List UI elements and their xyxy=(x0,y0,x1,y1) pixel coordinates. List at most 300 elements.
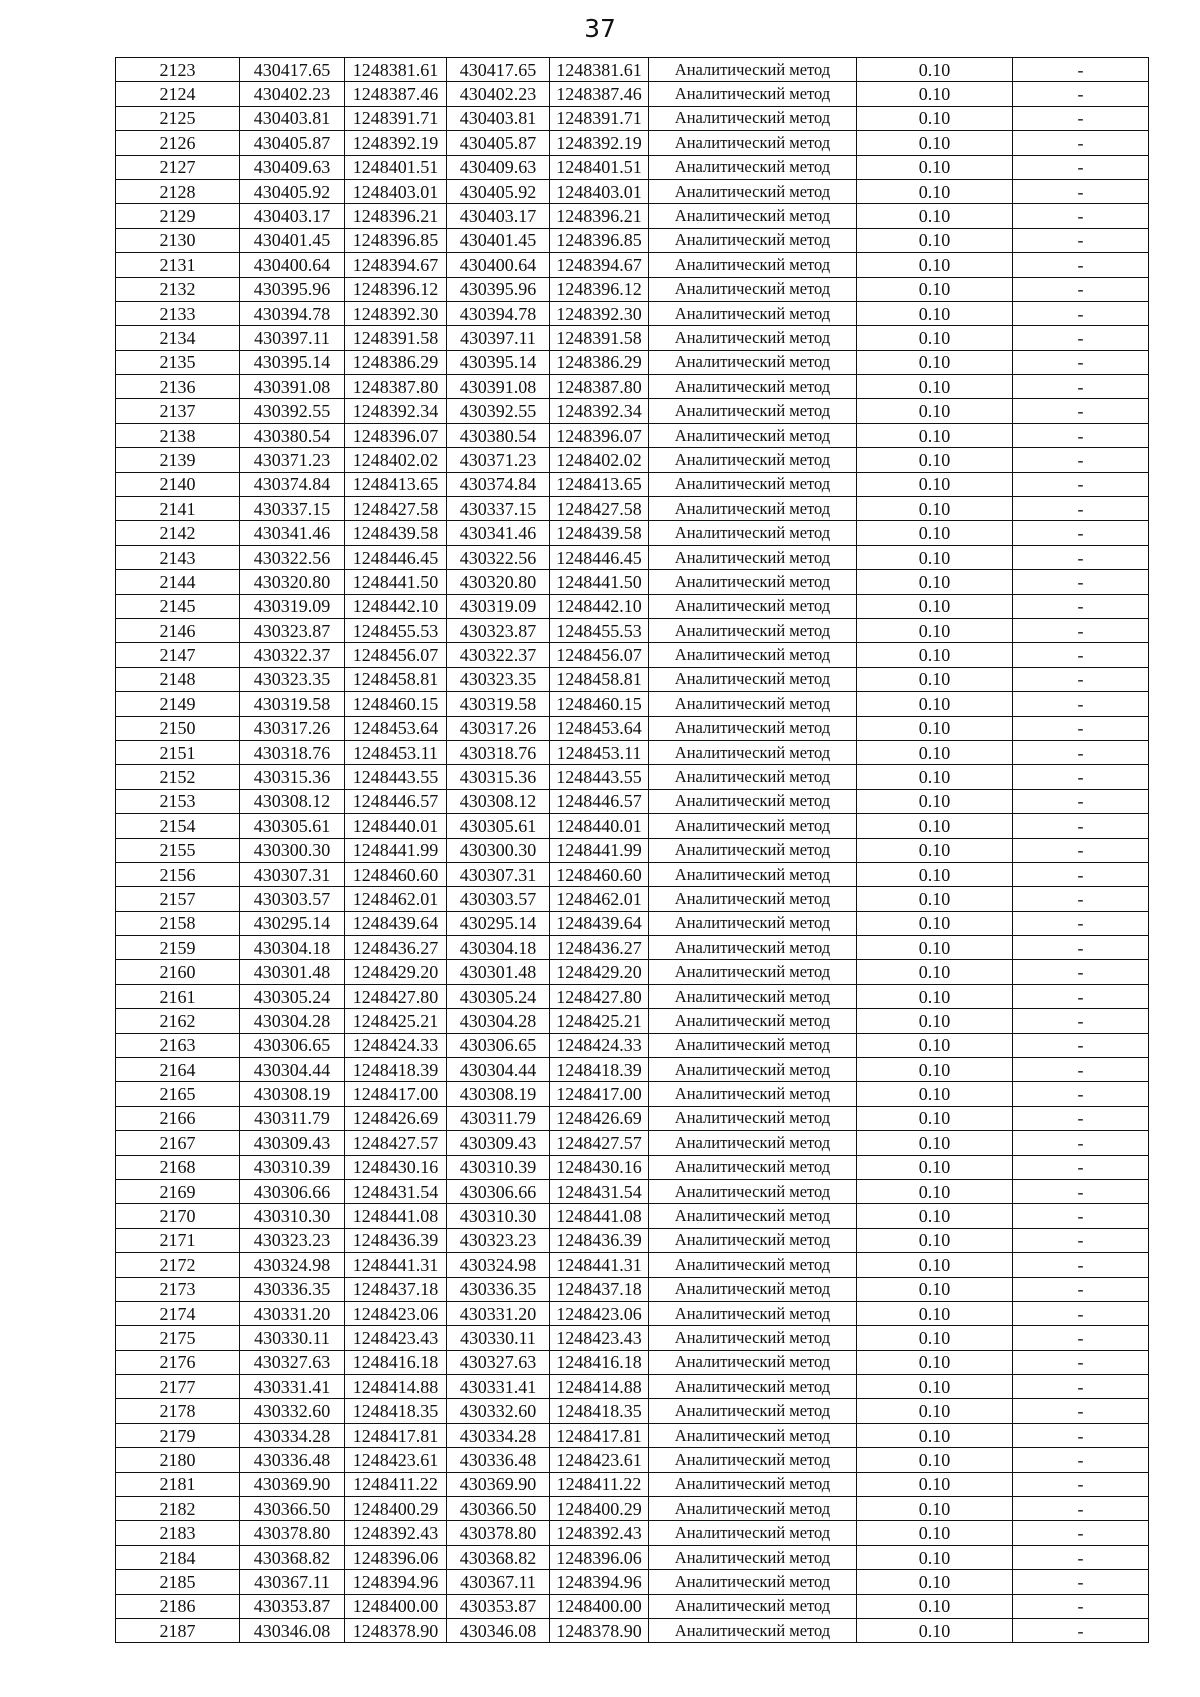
table-row xyxy=(116,960,1149,984)
x-coord-new-cell: 430323.23 xyxy=(447,1228,550,1252)
note-cell: - xyxy=(1013,1594,1149,1618)
x-coord-cell: 430346.08 xyxy=(240,1619,345,1643)
y-coord-cell: 1248427.80 xyxy=(345,984,447,1008)
precision-cell: 0.10 xyxy=(857,692,1013,716)
note-cell: - xyxy=(1013,1472,1149,1496)
x-coord-new-cell: 430403.17 xyxy=(447,204,550,228)
y-coord-new-cell: 1248417.81 xyxy=(550,1423,649,1447)
x-coord-cell: 430304.44 xyxy=(240,1058,345,1082)
x-coord-new-cell: 430318.76 xyxy=(447,740,550,764)
y-coord-new-cell: 1248423.61 xyxy=(550,1448,649,1472)
table-row xyxy=(116,1301,1149,1325)
method-cell: Аналитический метод xyxy=(649,1106,857,1130)
y-coord-new-cell: 1248426.69 xyxy=(550,1106,649,1130)
method-cell: Аналитический метод xyxy=(649,838,857,862)
method-cell: Аналитический метод xyxy=(649,521,857,545)
method-cell: Аналитический метод xyxy=(649,960,857,984)
precision-cell: 0.10 xyxy=(857,618,1013,642)
x-coord-new-cell: 430337.15 xyxy=(447,497,550,521)
x-coord-new-cell: 430341.46 xyxy=(447,521,550,545)
point-number-cell: 2144 xyxy=(116,570,240,594)
note-cell: - xyxy=(1013,106,1149,130)
y-coord-new-cell: 1248394.96 xyxy=(550,1570,649,1594)
table-row xyxy=(116,521,1149,545)
y-coord-cell: 1248441.99 xyxy=(345,838,447,862)
y-coord-new-cell: 1248387.80 xyxy=(550,375,649,399)
method-cell: Аналитический метод xyxy=(649,887,857,911)
x-coord-new-cell: 430336.35 xyxy=(447,1277,550,1301)
y-coord-cell: 1248426.69 xyxy=(345,1106,447,1130)
note-cell: - xyxy=(1013,277,1149,301)
point-number-cell: 2184 xyxy=(116,1545,240,1569)
point-number-cell: 2134 xyxy=(116,326,240,350)
y-coord-new-cell: 1248462.01 xyxy=(550,887,649,911)
note-cell: - xyxy=(1013,1253,1149,1277)
x-coord-new-cell: 430311.79 xyxy=(447,1106,550,1130)
x-coord-cell: 430324.98 xyxy=(240,1253,345,1277)
note-cell: - xyxy=(1013,58,1149,82)
x-coord-cell: 430397.11 xyxy=(240,326,345,350)
method-cell: Аналитический метод xyxy=(649,228,857,252)
x-coord-new-cell: 430380.54 xyxy=(447,423,550,447)
x-coord-cell: 430303.57 xyxy=(240,887,345,911)
x-coord-new-cell: 430368.82 xyxy=(447,1545,550,1569)
y-coord-new-cell: 1248396.06 xyxy=(550,1545,649,1569)
x-coord-new-cell: 430334.28 xyxy=(447,1423,550,1447)
method-cell: Аналитический метод xyxy=(649,1521,857,1545)
x-coord-cell: 430403.17 xyxy=(240,204,345,228)
y-coord-new-cell: 1248391.58 xyxy=(550,326,649,350)
method-cell: Аналитический метод xyxy=(649,1009,857,1033)
y-coord-new-cell: 1248414.88 xyxy=(550,1375,649,1399)
note-cell: - xyxy=(1013,1423,1149,1447)
x-coord-new-cell: 430304.18 xyxy=(447,936,550,960)
y-coord-new-cell: 1248430.16 xyxy=(550,1155,649,1179)
x-coord-new-cell: 430405.87 xyxy=(447,131,550,155)
method-cell: Аналитический метод xyxy=(649,618,857,642)
method-cell: Аналитический метод xyxy=(649,179,857,203)
method-cell: Аналитический метод xyxy=(649,204,857,228)
y-coord-cell: 1248394.67 xyxy=(345,253,447,277)
precision-cell: 0.10 xyxy=(857,228,1013,252)
y-coord-cell: 1248423.43 xyxy=(345,1326,447,1350)
precision-cell: 0.10 xyxy=(857,1497,1013,1521)
y-coord-cell: 1248401.51 xyxy=(345,155,447,179)
y-coord-cell: 1248462.01 xyxy=(345,887,447,911)
table-row xyxy=(116,131,1149,155)
note-cell: - xyxy=(1013,545,1149,569)
method-cell: Аналитический метод xyxy=(649,448,857,472)
x-coord-cell: 430322.37 xyxy=(240,643,345,667)
x-coord-new-cell: 430300.30 xyxy=(447,838,550,862)
x-coord-cell: 430306.66 xyxy=(240,1179,345,1203)
x-coord-new-cell: 430308.19 xyxy=(447,1082,550,1106)
note-cell: - xyxy=(1013,399,1149,423)
method-cell: Аналитический метод xyxy=(649,253,857,277)
x-coord-new-cell: 430331.41 xyxy=(447,1375,550,1399)
point-number-cell: 2163 xyxy=(116,1033,240,1057)
y-coord-cell: 1248396.12 xyxy=(345,277,447,301)
y-coord-cell: 1248436.39 xyxy=(345,1228,447,1252)
precision-cell: 0.10 xyxy=(857,131,1013,155)
y-coord-cell: 1248446.57 xyxy=(345,789,447,813)
method-cell: Аналитический метод xyxy=(649,350,857,374)
y-coord-cell: 1248441.50 xyxy=(345,570,447,594)
y-coord-new-cell: 1248456.07 xyxy=(550,643,649,667)
y-coord-new-cell: 1248392.43 xyxy=(550,1521,649,1545)
x-coord-new-cell: 430319.58 xyxy=(447,692,550,716)
table-row xyxy=(116,423,1149,447)
x-coord-new-cell: 430324.98 xyxy=(447,1253,550,1277)
note-cell: - xyxy=(1013,1033,1149,1057)
method-cell: Аналитический метод xyxy=(649,1179,857,1203)
x-coord-cell: 430394.78 xyxy=(240,301,345,325)
y-coord-cell: 1248418.35 xyxy=(345,1399,447,1423)
precision-cell: 0.10 xyxy=(857,984,1013,1008)
table-row xyxy=(116,911,1149,935)
method-cell: Аналитический метод xyxy=(649,1399,857,1423)
y-coord-new-cell: 1248394.67 xyxy=(550,253,649,277)
x-coord-cell: 430323.35 xyxy=(240,667,345,691)
note-cell: - xyxy=(1013,1375,1149,1399)
y-coord-cell: 1248416.18 xyxy=(345,1350,447,1374)
point-number-cell: 2126 xyxy=(116,131,240,155)
y-coord-new-cell: 1248418.35 xyxy=(550,1399,649,1423)
x-coord-cell: 430341.46 xyxy=(240,521,345,545)
table-row xyxy=(116,838,1149,862)
y-coord-cell: 1248402.02 xyxy=(345,448,447,472)
y-coord-new-cell: 1248396.21 xyxy=(550,204,649,228)
x-coord-new-cell: 430402.23 xyxy=(447,82,550,106)
method-cell: Аналитический метод xyxy=(649,301,857,325)
y-coord-cell: 1248439.58 xyxy=(345,521,447,545)
table-row xyxy=(116,179,1149,203)
x-coord-cell: 430327.63 xyxy=(240,1350,345,1374)
y-coord-cell: 1248386.29 xyxy=(345,350,447,374)
y-coord-new-cell: 1248392.34 xyxy=(550,399,649,423)
point-number-cell: 2171 xyxy=(116,1228,240,1252)
note-cell: - xyxy=(1013,253,1149,277)
x-coord-new-cell: 430403.81 xyxy=(447,106,550,130)
method-cell: Аналитический метод xyxy=(649,594,857,618)
table-row xyxy=(116,58,1149,82)
y-coord-new-cell: 1248400.00 xyxy=(550,1594,649,1618)
table-row xyxy=(116,204,1149,228)
y-coord-cell: 1248460.60 xyxy=(345,862,447,886)
method-cell: Аналитический метод xyxy=(649,862,857,886)
table-row xyxy=(116,1619,1149,1643)
x-coord-cell: 430320.80 xyxy=(240,570,345,594)
method-cell: Аналитический метод xyxy=(649,1423,857,1447)
table-row xyxy=(116,1155,1149,1179)
x-coord-new-cell: 430308.12 xyxy=(447,789,550,813)
point-number-cell: 2124 xyxy=(116,82,240,106)
method-cell: Аналитический метод xyxy=(649,1472,857,1496)
y-coord-new-cell: 1248441.50 xyxy=(550,570,649,594)
y-coord-new-cell: 1248441.08 xyxy=(550,1204,649,1228)
point-number-cell: 2182 xyxy=(116,1497,240,1521)
x-coord-new-cell: 430378.80 xyxy=(447,1521,550,1545)
y-coord-cell: 1248427.58 xyxy=(345,497,447,521)
x-coord-new-cell: 430374.84 xyxy=(447,472,550,496)
method-cell: Аналитический метод xyxy=(649,789,857,813)
x-coord-new-cell: 430301.48 xyxy=(447,960,550,984)
precision-cell: 0.10 xyxy=(857,1619,1013,1643)
y-coord-new-cell: 1248429.20 xyxy=(550,960,649,984)
x-coord-cell: 430323.23 xyxy=(240,1228,345,1252)
table-row xyxy=(116,448,1149,472)
table-row xyxy=(116,1326,1149,1350)
x-coord-cell: 430401.45 xyxy=(240,228,345,252)
y-coord-new-cell: 1248416.18 xyxy=(550,1350,649,1374)
method-cell: Аналитический метод xyxy=(649,497,857,521)
x-coord-new-cell: 430304.28 xyxy=(447,1009,550,1033)
y-coord-cell: 1248417.00 xyxy=(345,1082,447,1106)
x-coord-cell: 430317.26 xyxy=(240,716,345,740)
note-cell: - xyxy=(1013,204,1149,228)
x-coord-cell: 430315.36 xyxy=(240,765,345,789)
coordinates-table xyxy=(115,57,1149,1643)
point-number-cell: 2123 xyxy=(116,58,240,82)
point-number-cell: 2142 xyxy=(116,521,240,545)
table-row xyxy=(116,667,1149,691)
y-coord-new-cell: 1248418.39 xyxy=(550,1058,649,1082)
table-row xyxy=(116,1472,1149,1496)
method-cell: Аналитический метод xyxy=(649,1204,857,1228)
y-coord-new-cell: 1248386.29 xyxy=(550,350,649,374)
point-number-cell: 2155 xyxy=(116,838,240,862)
method-cell: Аналитический метод xyxy=(649,692,857,716)
table-row xyxy=(116,277,1149,301)
note-cell: - xyxy=(1013,1204,1149,1228)
point-number-cell: 2157 xyxy=(116,887,240,911)
note-cell: - xyxy=(1013,570,1149,594)
method-cell: Аналитический метод xyxy=(649,155,857,179)
y-coord-cell: 1248396.21 xyxy=(345,204,447,228)
note-cell: - xyxy=(1013,179,1149,203)
y-coord-new-cell: 1248392.30 xyxy=(550,301,649,325)
method-cell: Аналитический метод xyxy=(649,82,857,106)
method-cell: Аналитический метод xyxy=(649,570,857,594)
x-coord-new-cell: 430307.31 xyxy=(447,862,550,886)
note-cell: - xyxy=(1013,301,1149,325)
method-cell: Аналитический метод xyxy=(649,1375,857,1399)
y-coord-cell: 1248443.55 xyxy=(345,765,447,789)
precision-cell: 0.10 xyxy=(857,1009,1013,1033)
y-coord-cell: 1248414.88 xyxy=(345,1375,447,1399)
y-coord-new-cell: 1248439.58 xyxy=(550,521,649,545)
method-cell: Аналитический метод xyxy=(649,375,857,399)
method-cell: Аналитический метод xyxy=(649,58,857,82)
x-coord-cell: 430400.64 xyxy=(240,253,345,277)
x-coord-cell: 430402.23 xyxy=(240,82,345,106)
point-number-cell: 2180 xyxy=(116,1448,240,1472)
precision-cell: 0.10 xyxy=(857,1423,1013,1447)
y-coord-cell: 1248418.39 xyxy=(345,1058,447,1082)
note-cell: - xyxy=(1013,1179,1149,1203)
note-cell: - xyxy=(1013,131,1149,155)
point-number-cell: 2130 xyxy=(116,228,240,252)
table-row xyxy=(116,570,1149,594)
y-coord-new-cell: 1248427.57 xyxy=(550,1131,649,1155)
y-coord-new-cell: 1248431.54 xyxy=(550,1179,649,1203)
table-row xyxy=(116,350,1149,374)
y-coord-cell: 1248456.07 xyxy=(345,643,447,667)
y-coord-new-cell: 1248424.33 xyxy=(550,1033,649,1057)
y-coord-new-cell: 1248460.60 xyxy=(550,862,649,886)
y-coord-new-cell: 1248423.43 xyxy=(550,1326,649,1350)
x-coord-new-cell: 430395.96 xyxy=(447,277,550,301)
table-row xyxy=(116,740,1149,764)
method-cell: Аналитический метод xyxy=(649,1594,857,1618)
y-coord-cell: 1248394.96 xyxy=(345,1570,447,1594)
precision-cell: 0.10 xyxy=(857,1326,1013,1350)
x-coord-cell: 430300.30 xyxy=(240,838,345,862)
y-coord-cell: 1248387.80 xyxy=(345,375,447,399)
y-coord-new-cell: 1248400.29 xyxy=(550,1497,649,1521)
table-row xyxy=(116,1253,1149,1277)
note-cell: - xyxy=(1013,862,1149,886)
y-coord-cell: 1248403.01 xyxy=(345,179,447,203)
table-row xyxy=(116,326,1149,350)
x-coord-cell: 430378.80 xyxy=(240,1521,345,1545)
method-cell: Аналитический метод xyxy=(649,814,857,838)
x-coord-new-cell: 430366.50 xyxy=(447,1497,550,1521)
precision-cell: 0.10 xyxy=(857,1521,1013,1545)
x-coord-new-cell: 430394.78 xyxy=(447,301,550,325)
precision-cell: 0.10 xyxy=(857,1570,1013,1594)
point-number-cell: 2160 xyxy=(116,960,240,984)
table-row xyxy=(116,936,1149,960)
precision-cell: 0.10 xyxy=(857,472,1013,496)
y-coord-cell: 1248427.57 xyxy=(345,1131,447,1155)
table-row xyxy=(116,472,1149,496)
point-number-cell: 2152 xyxy=(116,765,240,789)
note-cell: - xyxy=(1013,936,1149,960)
y-coord-cell: 1248436.27 xyxy=(345,936,447,960)
y-coord-cell: 1248439.64 xyxy=(345,911,447,935)
table-row xyxy=(116,1179,1149,1203)
table-row xyxy=(116,1570,1149,1594)
y-coord-cell: 1248425.21 xyxy=(345,1009,447,1033)
point-number-cell: 2128 xyxy=(116,179,240,203)
point-number-cell: 2138 xyxy=(116,423,240,447)
point-number-cell: 2151 xyxy=(116,740,240,764)
point-number-cell: 2127 xyxy=(116,155,240,179)
method-cell: Аналитический метод xyxy=(649,277,857,301)
x-coord-new-cell: 430336.48 xyxy=(447,1448,550,1472)
note-cell: - xyxy=(1013,960,1149,984)
precision-cell: 0.10 xyxy=(857,594,1013,618)
note-cell: - xyxy=(1013,1082,1149,1106)
point-number-cell: 2141 xyxy=(116,497,240,521)
note-cell: - xyxy=(1013,838,1149,862)
note-cell: - xyxy=(1013,1277,1149,1301)
y-coord-cell: 1248458.81 xyxy=(345,667,447,691)
note-cell: - xyxy=(1013,1106,1149,1130)
point-number-cell: 2185 xyxy=(116,1570,240,1594)
table-row xyxy=(116,375,1149,399)
x-coord-cell: 430417.65 xyxy=(240,58,345,82)
x-coord-cell: 430304.28 xyxy=(240,1009,345,1033)
method-cell: Аналитический метод xyxy=(649,1570,857,1594)
note-cell: - xyxy=(1013,1570,1149,1594)
y-coord-new-cell: 1248378.90 xyxy=(550,1619,649,1643)
point-number-cell: 2174 xyxy=(116,1301,240,1325)
y-coord-cell: 1248392.30 xyxy=(345,301,447,325)
table-row xyxy=(116,497,1149,521)
x-coord-new-cell: 430322.37 xyxy=(447,643,550,667)
x-coord-new-cell: 430306.65 xyxy=(447,1033,550,1057)
x-coord-cell: 430374.84 xyxy=(240,472,345,496)
x-coord-cell: 430310.39 xyxy=(240,1155,345,1179)
y-coord-new-cell: 1248442.10 xyxy=(550,594,649,618)
point-number-cell: 2136 xyxy=(116,375,240,399)
note-cell: - xyxy=(1013,448,1149,472)
note-cell: - xyxy=(1013,618,1149,642)
x-coord-new-cell: 430409.63 xyxy=(447,155,550,179)
point-number-cell: 2135 xyxy=(116,350,240,374)
x-coord-new-cell: 430369.90 xyxy=(447,1472,550,1496)
table-row xyxy=(116,1375,1149,1399)
note-cell: - xyxy=(1013,497,1149,521)
y-coord-new-cell: 1248392.19 xyxy=(550,131,649,155)
x-coord-new-cell: 430332.60 xyxy=(447,1399,550,1423)
note-cell: - xyxy=(1013,1009,1149,1033)
table-row xyxy=(116,1594,1149,1618)
precision-cell: 0.10 xyxy=(857,58,1013,82)
precision-cell: 0.10 xyxy=(857,765,1013,789)
y-coord-cell: 1248431.54 xyxy=(345,1179,447,1203)
y-coord-new-cell: 1248443.55 xyxy=(550,765,649,789)
point-number-cell: 2137 xyxy=(116,399,240,423)
note-cell: - xyxy=(1013,667,1149,691)
point-number-cell: 2131 xyxy=(116,253,240,277)
method-cell: Аналитический метод xyxy=(649,1301,857,1325)
precision-cell: 0.10 xyxy=(857,570,1013,594)
note-cell: - xyxy=(1013,643,1149,667)
y-coord-new-cell: 1248453.11 xyxy=(550,740,649,764)
x-coord-cell: 430305.24 xyxy=(240,984,345,1008)
precision-cell: 0.10 xyxy=(857,1594,1013,1618)
note-cell: - xyxy=(1013,472,1149,496)
point-number-cell: 2129 xyxy=(116,204,240,228)
method-cell: Аналитический метод xyxy=(649,131,857,155)
x-coord-cell: 430301.48 xyxy=(240,960,345,984)
method-cell: Аналитический метод xyxy=(649,765,857,789)
precision-cell: 0.10 xyxy=(857,1179,1013,1203)
point-number-cell: 2146 xyxy=(116,618,240,642)
precision-cell: 0.10 xyxy=(857,155,1013,179)
x-coord-cell: 430331.41 xyxy=(240,1375,345,1399)
table-row xyxy=(116,1350,1149,1374)
method-cell: Аналитический метод xyxy=(649,1058,857,1082)
y-coord-cell: 1248429.20 xyxy=(345,960,447,984)
method-cell: Аналитический метод xyxy=(649,1350,857,1374)
precision-cell: 0.10 xyxy=(857,1399,1013,1423)
x-coord-cell: 430309.43 xyxy=(240,1131,345,1155)
y-coord-cell: 1248455.53 xyxy=(345,618,447,642)
point-number-cell: 2145 xyxy=(116,594,240,618)
table-row xyxy=(116,789,1149,813)
precision-cell: 0.10 xyxy=(857,106,1013,130)
table-body xyxy=(116,58,1149,1643)
precision-cell: 0.10 xyxy=(857,1204,1013,1228)
point-number-cell: 2143 xyxy=(116,545,240,569)
point-number-cell: 2147 xyxy=(116,643,240,667)
table-row xyxy=(116,716,1149,740)
y-coord-cell: 1248413.65 xyxy=(345,472,447,496)
